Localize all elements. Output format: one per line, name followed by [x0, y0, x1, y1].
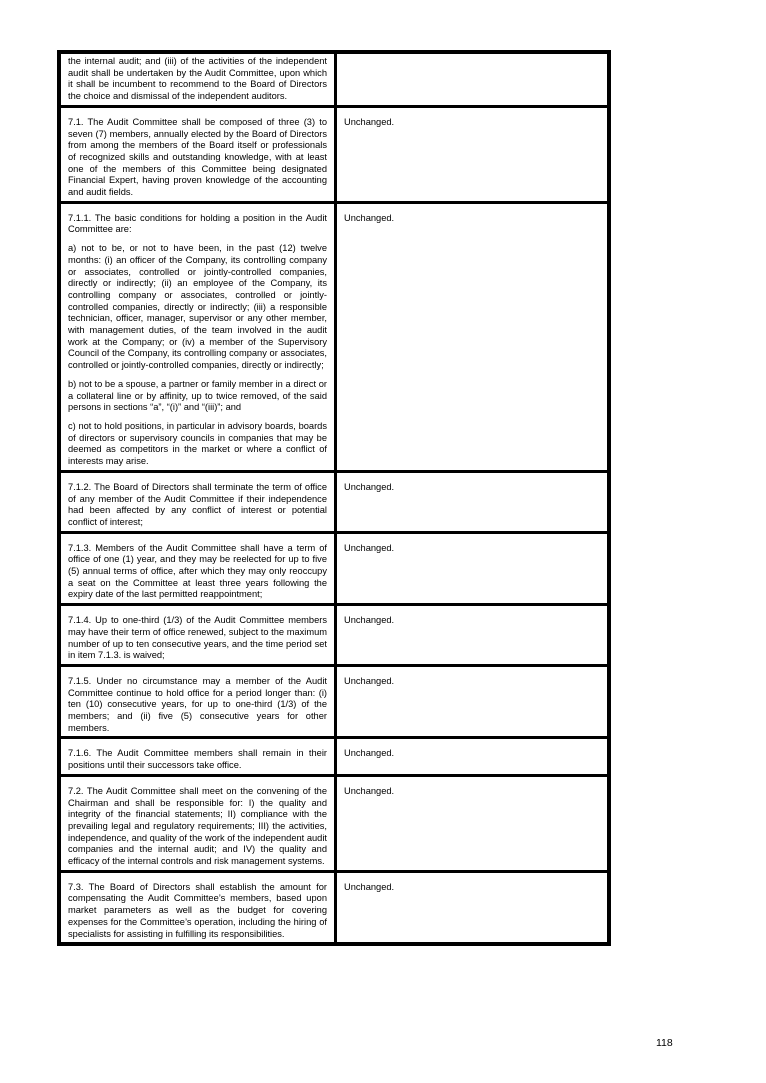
paragraph: 7.1.6. The Audit Committee members shall remain in their positions until their successors take office.: [68, 748, 327, 771]
paragraph: the internal audit; and (iii) of the activities of the independent audit shall be undertaken by the Audit Committee, upon which it shall be incumbent to recommend to the Board of Directors the choice and dismissal of the independent auditors.: [68, 56, 327, 102]
paragraph: 7.3. The Board of Directors shall establish the amount for compensating the Audit Committee’s members, based upon market parameters as well as the budget for covering expenses for the Committee’s operation, including the hiring of specialists for assisting in fulfilling its responsibilities.: [68, 881, 327, 939]
paragraph: 7.1.4. Up to one-third (1/3) of the Audit Committee members may have their term of office renewed, subject to the maximum number of up to ten consecutive years, and the time period set in item 7.1.3. is waived;: [68, 615, 327, 661]
proposed-text-cell: [336, 53, 608, 106]
table-row: [60, 202, 608, 471]
proposed-text-cell: [336, 665, 608, 738]
paragraph: b) not to be a spouse, a partner or family member in a direct or a collateral line or by affinity, up to twice removed, of the said persons in sections “a”, “(i)” and “(iii)”; and: [68, 378, 327, 413]
status-text: Unchanged.: [344, 212, 395, 223]
table-row: [60, 532, 608, 605]
original-text-cell: [60, 737, 336, 774]
status-text: Unchanged.: [344, 785, 395, 796]
status-text: Unchanged.: [344, 881, 395, 892]
original-text-cell: [60, 532, 336, 605]
proposed-text-cell: [336, 871, 608, 944]
paragraph: 7.1.1. The basic conditions for holding a position in the Audit Committee are:: [68, 212, 327, 235]
status-text: Unchanged.: [344, 748, 395, 759]
table-row: [60, 775, 608, 871]
status-text: Unchanged.: [344, 675, 395, 686]
paragraph: 7.1.3. Members of the Audit Committee shall have a term of office of one (1) year, and they may be reelected for up to five (5) annual terms of office, after which they may only reoccupy a seat on the Committee at least three years following the expiry date of the last permitted reappointment;: [68, 542, 327, 600]
paragraph: 7.1.2. The Board of Directors shall terminate the term of office of any member of the Audit Committee if their independence had been affected by any conflict of interest or potential conflict of interest;: [68, 481, 327, 527]
table-row: [60, 106, 608, 202]
proposed-text-cell: [336, 604, 608, 665]
table-row: [60, 737, 608, 774]
table-row: [60, 665, 608, 738]
paragraph: c) not to hold positions, in particular in advisory boards, boards of directors or supervisory councils in companies that may be deemed as competitors in the market or where a conflict of interests may arise.: [68, 420, 327, 467]
comparison-table: [57, 50, 611, 946]
proposed-text-cell: [336, 202, 608, 471]
table-row: [60, 604, 608, 665]
paragraph: 7.1.5. Under no circumstance may a member of the Audit Committee continue to hold office for a period longer than: (i) ten (10) consecutive years, for up to one-third (1/3) of the members; and (ii) five (5) consecutive years for other members.: [68, 675, 327, 733]
proposed-text-cell: [336, 106, 608, 202]
original-text-cell: [60, 775, 336, 871]
proposed-text-cell: [336, 775, 608, 871]
table-row: [60, 871, 608, 944]
status-text: Unchanged.: [344, 481, 395, 492]
table-row: [60, 471, 608, 532]
table-row: [60, 53, 608, 106]
original-text-cell: [60, 202, 336, 471]
page-number: 118: [656, 1037, 673, 1049]
paragraph: a) not to be, or not to have been, in the past (12) twelve months: (i) an officer of the Company, its controlling company or associates, controlled or jointly-controlled companies, directly or indirectly; (ii) an employee of the Company, its controlling company or associates, controlled or jointly-controlled companies, directly or indirectly; (iii) a responsible technician, officer, manager, supervisor or any other member, with management duties, of the team involved in the audit work at the Company; or (iv) a member of the Supervisory Council of the Company, its controlling company or associates, controlled or jointly-controlled companies, directly or indirectly;: [68, 243, 327, 371]
paragraph: 7.1. The Audit Committee shall be composed of three (3) to seven (7) members, annually elected by the Board of Directors from among the members of the Board itself or professionals of recognized skills and outstanding knowledge, with at least one of the members of this Committee being designated Financial Expert, having proven knowledge of the accounting and audit fields.: [68, 116, 327, 198]
status-text: Unchanged.: [344, 116, 395, 127]
paragraph: 7.2. The Audit Committee shall meet on the convening of the Chairman and shall be responsible for: I) the quality and integrity of the financial statements; II) compliance with the prevailing legal and regulatory requirements; III) the activities, independence, and quality of the work of the independent audit companies and the internal audit; and IV) the quality and efficacy of the internal controls and risk management systems.: [68, 785, 327, 867]
table-body: [60, 53, 608, 943]
original-text-cell: [60, 604, 336, 665]
original-text-cell: [60, 53, 336, 106]
proposed-text-cell: [336, 471, 608, 532]
status-text: Unchanged.: [344, 615, 395, 626]
original-text-cell: [60, 471, 336, 532]
status-text: Unchanged.: [344, 542, 395, 553]
original-text-cell: [60, 871, 336, 944]
proposed-text-cell: [336, 737, 608, 774]
proposed-text-cell: [336, 532, 608, 605]
original-text-cell: [60, 106, 336, 202]
original-text-cell: [60, 665, 336, 738]
